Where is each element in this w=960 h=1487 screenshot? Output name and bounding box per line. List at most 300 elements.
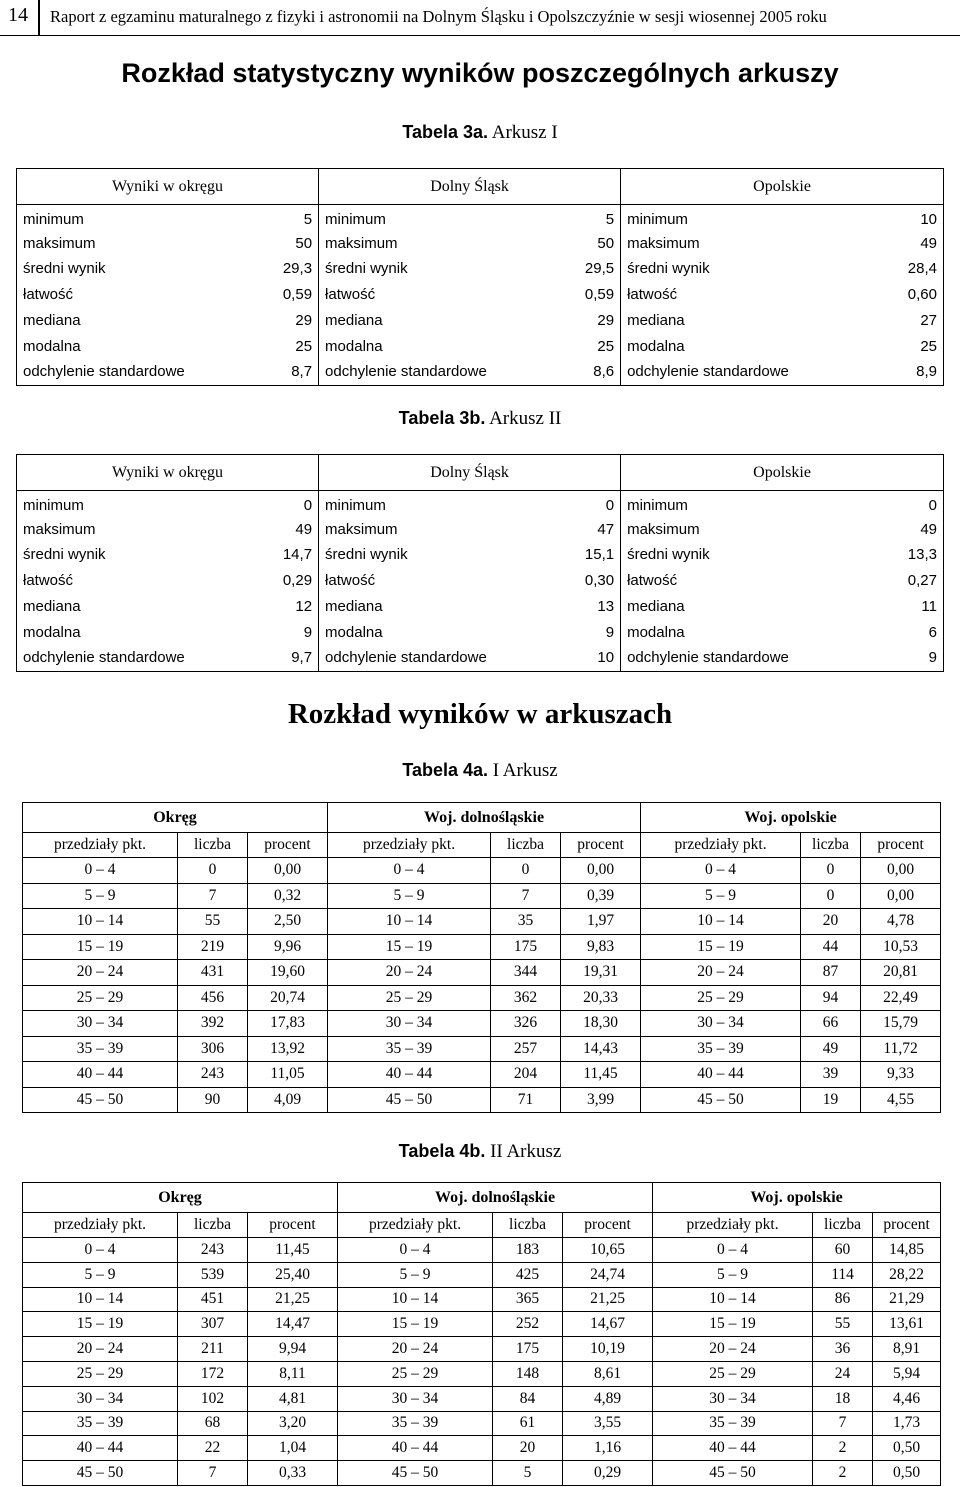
count-cell: 243 (178, 1062, 248, 1088)
group-header-region: Okręg (23, 803, 328, 833)
stat-value-cell: 49 (868, 516, 943, 542)
percent-cell: 3,99 (561, 1087, 641, 1113)
range-cell: 30 – 34 (328, 1011, 491, 1037)
range-cell: 15 – 19 (328, 934, 491, 960)
stat-label-cell: łatwość (319, 568, 548, 594)
table-3a-caption-text: Arkusz I (491, 122, 558, 143)
range-cell: 0 – 4 (641, 858, 801, 884)
stat-value-cell: 13 (548, 594, 621, 620)
column-header-lower-silesia: Dolny Śląsk (319, 169, 621, 205)
section-title-distribution-stats: Rozkład statystyczny wyników poszczególnych arkuszy (121, 58, 839, 88)
table-row (17, 333, 944, 359)
range-cell: 25 – 29 (641, 985, 801, 1011)
count-cell: 22 (178, 1436, 248, 1461)
percent-cell: 1,04 (248, 1436, 338, 1461)
table-header-row (17, 169, 944, 205)
percent-cell: 0,29 (563, 1461, 653, 1486)
percent-cell: 0,32 (248, 883, 328, 909)
percent-cell: 21,25 (563, 1287, 653, 1312)
stat-label-cell: średni wynik (17, 542, 246, 568)
section-title-results-distribution: Rozkład wyników w arkuszach (287, 698, 673, 730)
range-cell: 40 – 44 (641, 1062, 801, 1088)
percent-cell: 0,00 (861, 858, 941, 884)
table-row (17, 568, 944, 594)
table-4a-caption (0, 760, 960, 782)
percent-cell: 8,91 (873, 1337, 941, 1362)
column-header-opole: Opolskie (621, 455, 944, 491)
stat-label-cell: mediana (319, 308, 548, 334)
range-cell: 40 – 44 (653, 1436, 813, 1461)
count-cell: 114 (813, 1262, 873, 1287)
percent-cell: 25,40 (248, 1262, 338, 1287)
range-cell: 35 – 39 (23, 1411, 178, 1436)
table-4a-caption-label: Tabela 4a. (402, 760, 489, 780)
percent-cell: 0,00 (248, 858, 328, 884)
stat-value-cell: 11 (868, 594, 943, 620)
percent-cell: 5,94 (873, 1361, 941, 1386)
column-subheader: liczba (801, 833, 861, 858)
stat-value-cell: 5 (246, 205, 319, 231)
header-divider (38, 0, 40, 36)
stat-value-cell: 29,3 (246, 256, 319, 282)
range-cell: 15 – 19 (641, 934, 801, 960)
stat-label-cell: średni wynik (17, 256, 246, 282)
stat-value-cell: 47 (548, 516, 621, 542)
range-cell: 10 – 14 (653, 1287, 813, 1312)
count-cell: 172 (178, 1361, 248, 1386)
percent-cell: 17,83 (248, 1011, 328, 1037)
range-cell: 20 – 24 (641, 960, 801, 986)
stat-value-cell: 14,7 (246, 542, 319, 568)
group-header-opole: Woj. opolskie (653, 1183, 941, 1213)
stat-value-cell: 9 (868, 645, 943, 671)
stat-value-cell: 50 (246, 230, 319, 256)
percent-cell: 3,55 (563, 1411, 653, 1436)
count-cell: 5 (493, 1461, 563, 1486)
percent-cell: 9,94 (248, 1337, 338, 1362)
percent-cell: 14,85 (873, 1238, 941, 1263)
percent-cell: 0,50 (873, 1436, 941, 1461)
range-cell: 0 – 4 (23, 1238, 178, 1263)
range-cell: 20 – 24 (328, 960, 491, 986)
stat-label-cell: łatwość (17, 568, 246, 594)
range-cell: 25 – 29 (23, 1361, 178, 1386)
stat-label-cell: minimum (17, 491, 246, 517)
count-cell: 344 (491, 960, 561, 986)
column-subheader: liczba (178, 833, 248, 858)
table-row (17, 619, 944, 645)
stat-value-cell: 8,6 (548, 359, 621, 385)
count-cell: 0 (801, 883, 861, 909)
column-header-region: Wyniki w okręgu (17, 169, 319, 205)
stat-label-cell: mediana (17, 308, 246, 334)
column-subheader: procent (563, 1213, 653, 1238)
stat-label-cell: odchylenie standardowe (17, 359, 246, 385)
percent-cell: 3,20 (248, 1411, 338, 1436)
stat-label-cell: odchylenie standardowe (319, 645, 548, 671)
table-subheader-row (23, 833, 941, 858)
range-cell: 0 – 4 (338, 1238, 493, 1263)
stat-value-cell: 50 (548, 230, 621, 256)
range-cell: 30 – 34 (338, 1386, 493, 1411)
stat-label-cell: modalna (17, 619, 246, 645)
table-row (23, 858, 941, 884)
stat-label-cell: modalna (17, 333, 246, 359)
range-cell: 15 – 19 (23, 934, 178, 960)
stat-value-cell: 0,29 (246, 568, 319, 594)
percent-cell: 11,45 (561, 1062, 641, 1088)
count-cell: 7 (491, 883, 561, 909)
count-cell: 211 (178, 1337, 248, 1362)
stat-value-cell: 0 (548, 491, 621, 517)
count-cell: 90 (178, 1087, 248, 1113)
stat-value-cell: 0 (246, 491, 319, 517)
table-4b-caption (0, 1141, 960, 1163)
stat-value-cell: 25 (868, 333, 943, 359)
range-cell: 15 – 19 (23, 1312, 178, 1337)
table-4b (22, 1182, 941, 1486)
count-cell: 20 (801, 909, 861, 935)
percent-cell: 1,16 (563, 1436, 653, 1461)
range-cell: 10 – 14 (23, 1287, 178, 1312)
page-number: 14 (8, 4, 28, 26)
stat-label-cell: łatwość (621, 568, 869, 594)
range-cell: 25 – 29 (328, 985, 491, 1011)
range-cell: 45 – 50 (23, 1461, 178, 1486)
count-cell: 451 (178, 1287, 248, 1312)
range-cell: 45 – 50 (641, 1087, 801, 1113)
percent-cell: 4,09 (248, 1087, 328, 1113)
count-cell: 425 (493, 1262, 563, 1287)
stat-value-cell: 25 (548, 333, 621, 359)
range-cell: 20 – 24 (653, 1337, 813, 1362)
percent-cell: 14,67 (563, 1312, 653, 1337)
table-row (23, 960, 941, 986)
table-row (17, 491, 944, 517)
percent-cell: 4,81 (248, 1386, 338, 1411)
stat-label-cell: modalna (621, 619, 869, 645)
table-4b-caption-label: Tabela 4b. (398, 1141, 486, 1161)
stat-label-cell: średni wynik (319, 542, 548, 568)
table-row (23, 1062, 941, 1088)
count-cell: 7 (178, 1461, 248, 1486)
stat-label-cell: maksimum (319, 230, 548, 256)
table-3b-caption (0, 408, 960, 430)
count-cell: 175 (493, 1337, 563, 1362)
range-cell: 5 – 9 (23, 883, 178, 909)
column-subheader: procent (561, 833, 641, 858)
table-row (17, 308, 944, 334)
count-cell: 307 (178, 1312, 248, 1337)
table-row (23, 1461, 941, 1486)
count-cell: 257 (491, 1036, 561, 1062)
range-cell: 35 – 39 (641, 1036, 801, 1062)
percent-cell: 21,25 (248, 1287, 338, 1312)
range-cell: 45 – 50 (23, 1087, 178, 1113)
stat-label-cell: minimum (621, 205, 869, 231)
percent-cell: 10,53 (861, 934, 941, 960)
group-header-region: Okręg (23, 1183, 338, 1213)
stat-label-cell: łatwość (621, 282, 869, 308)
count-cell: 2 (813, 1436, 873, 1461)
range-cell: 45 – 50 (653, 1461, 813, 1486)
group-header-lower-silesia: Woj. dolnośląskie (338, 1183, 653, 1213)
table-row (23, 934, 941, 960)
table-row (23, 1361, 941, 1386)
percent-cell: 19,31 (561, 960, 641, 986)
stat-label-cell: minimum (621, 491, 869, 517)
column-subheader: procent (248, 833, 328, 858)
stat-value-cell: 8,7 (246, 359, 319, 385)
range-cell: 35 – 39 (338, 1411, 493, 1436)
percent-cell: 19,60 (248, 960, 328, 986)
table-3b-caption-text: Arkusz II (489, 408, 562, 429)
range-cell: 15 – 19 (338, 1312, 493, 1337)
range-cell: 0 – 4 (328, 858, 491, 884)
percent-cell: 9,83 (561, 934, 641, 960)
range-cell: 15 – 19 (653, 1312, 813, 1337)
table-group-header-row (23, 1183, 941, 1213)
percent-cell: 9,96 (248, 934, 328, 960)
range-cell: 10 – 14 (23, 909, 178, 935)
count-cell: 39 (801, 1062, 861, 1088)
table-3b-caption-label: Tabela 3b. (398, 408, 486, 428)
stat-label-cell: mediana (621, 594, 869, 620)
count-cell: 36 (813, 1337, 873, 1362)
count-cell: 306 (178, 1036, 248, 1062)
column-subheader: liczba (491, 833, 561, 858)
stat-value-cell: 9 (548, 619, 621, 645)
column-subheader: przedziały pkt. (641, 833, 801, 858)
column-subheader: przedziały pkt. (23, 833, 178, 858)
percent-cell: 11,05 (248, 1062, 328, 1088)
stat-value-cell: 0,59 (246, 282, 319, 308)
count-cell: 431 (178, 960, 248, 986)
stat-label-cell: średni wynik (621, 542, 869, 568)
count-cell: 87 (801, 960, 861, 986)
range-cell: 40 – 44 (23, 1062, 178, 1088)
table-row (23, 1287, 941, 1312)
range-cell: 35 – 39 (653, 1411, 813, 1436)
percent-cell: 24,74 (563, 1262, 653, 1287)
stat-label-cell: odchylenie standardowe (621, 645, 869, 671)
stat-value-cell: 13,3 (868, 542, 943, 568)
table-row (23, 909, 941, 935)
stat-label-cell: mediana (319, 594, 548, 620)
stat-value-cell: 10 (868, 205, 943, 231)
percent-cell: 11,72 (861, 1036, 941, 1062)
percent-cell: 0,00 (561, 858, 641, 884)
count-cell: 539 (178, 1262, 248, 1287)
table-row (23, 883, 941, 909)
range-cell: 25 – 29 (23, 985, 178, 1011)
table-row (23, 1036, 941, 1062)
stat-label-cell: minimum (319, 491, 548, 517)
count-cell: 175 (491, 934, 561, 960)
range-cell: 0 – 4 (653, 1238, 813, 1263)
stat-value-cell: 6 (868, 619, 943, 645)
page-header (0, 0, 960, 36)
percent-cell: 20,81 (861, 960, 941, 986)
stat-value-cell: 0,27 (868, 568, 943, 594)
stat-value-cell: 0,30 (548, 568, 621, 594)
table-header-row (17, 455, 944, 491)
column-subheader: liczba (493, 1213, 563, 1238)
column-header-lower-silesia: Dolny Śląsk (319, 455, 621, 491)
range-cell: 10 – 14 (328, 909, 491, 935)
column-subheader: przedziały pkt. (338, 1213, 493, 1238)
count-cell: 71 (491, 1087, 561, 1113)
count-cell: 55 (178, 909, 248, 935)
percent-cell: 1,73 (873, 1411, 941, 1436)
count-cell: 66 (801, 1011, 861, 1037)
stat-value-cell: 28,4 (868, 256, 943, 282)
percent-cell: 20,74 (248, 985, 328, 1011)
range-cell: 5 – 9 (23, 1262, 178, 1287)
percent-cell: 13,92 (248, 1036, 328, 1062)
percent-cell: 0,00 (861, 883, 941, 909)
range-cell: 45 – 50 (338, 1461, 493, 1486)
stat-label-cell: odchylenie standardowe (319, 359, 548, 385)
table-3a-caption (0, 122, 960, 144)
stat-value-cell: 9,7 (246, 645, 319, 671)
percent-cell: 10,19 (563, 1337, 653, 1362)
count-cell: 365 (493, 1287, 563, 1312)
percent-cell: 8,61 (563, 1361, 653, 1386)
percent-cell: 15,79 (861, 1011, 941, 1037)
column-subheader: liczba (813, 1213, 873, 1238)
column-header-opole: Opolskie (621, 169, 944, 205)
table-row (23, 1386, 941, 1411)
table-group-header-row (23, 803, 941, 833)
percent-cell: 10,65 (563, 1238, 653, 1263)
range-cell: 20 – 24 (23, 960, 178, 986)
table-row (23, 1238, 941, 1263)
table-row (23, 1436, 941, 1461)
count-cell: 362 (491, 985, 561, 1011)
range-cell: 20 – 24 (338, 1337, 493, 1362)
count-cell: 243 (178, 1238, 248, 1263)
percent-cell: 28,22 (873, 1262, 941, 1287)
table-3a-caption-label: Tabela 3a. (402, 122, 489, 142)
table-row (23, 1411, 941, 1436)
stat-value-cell: 27 (868, 308, 943, 334)
stat-value-cell: 29 (548, 308, 621, 334)
column-subheader: procent (873, 1213, 941, 1238)
count-cell: 61 (493, 1411, 563, 1436)
percent-cell: 2,50 (248, 909, 328, 935)
count-cell: 0 (801, 858, 861, 884)
percent-cell: 4,89 (563, 1386, 653, 1411)
range-cell: 25 – 29 (338, 1361, 493, 1386)
range-cell: 30 – 34 (641, 1011, 801, 1037)
count-cell: 86 (813, 1287, 873, 1312)
group-header-opole: Woj. opolskie (641, 803, 941, 833)
percent-cell: 4,55 (861, 1087, 941, 1113)
table-row (23, 1262, 941, 1287)
table-4a-caption-text: I Arkusz (492, 760, 558, 781)
table-3a (16, 168, 944, 386)
range-cell: 5 – 9 (641, 883, 801, 909)
count-cell: 392 (178, 1011, 248, 1037)
range-cell: 5 – 9 (328, 883, 491, 909)
count-cell: 55 (813, 1312, 873, 1337)
stat-label-cell: maksimum (319, 516, 548, 542)
count-cell: 0 (178, 858, 248, 884)
count-cell: 35 (491, 909, 561, 935)
range-cell: 0 – 4 (23, 858, 178, 884)
stat-label-cell: maksimum (621, 230, 869, 256)
percent-cell: 8,11 (248, 1361, 338, 1386)
table-row (17, 230, 944, 256)
stat-value-cell: 25 (246, 333, 319, 359)
stat-label-cell: modalna (319, 333, 548, 359)
table-row (23, 1337, 941, 1362)
count-cell: 102 (178, 1386, 248, 1411)
percent-cell: 4,46 (873, 1386, 941, 1411)
stat-label-cell: odchylenie standardowe (621, 359, 869, 385)
stat-value-cell: 0,60 (868, 282, 943, 308)
count-cell: 326 (491, 1011, 561, 1037)
running-title: Raport z egzaminu maturalnego z fizyki i astronomii na Dolnym Śląsku i Opolszczyźnie w sesji wiosennej 2005 roku (50, 7, 827, 26)
count-cell: 20 (493, 1436, 563, 1461)
range-cell: 30 – 34 (653, 1386, 813, 1411)
count-cell: 68 (178, 1411, 248, 1436)
count-cell: 183 (493, 1238, 563, 1263)
range-cell: 40 – 44 (328, 1062, 491, 1088)
stat-value-cell: 8,9 (868, 359, 943, 385)
range-cell: 40 – 44 (23, 1436, 178, 1461)
count-cell: 24 (813, 1361, 873, 1386)
table-row (17, 645, 944, 671)
count-cell: 7 (813, 1411, 873, 1436)
stat-label-cell: łatwość (17, 282, 246, 308)
stat-label-cell: minimum (319, 205, 548, 231)
percent-cell: 0,33 (248, 1461, 338, 1486)
count-cell: 148 (493, 1361, 563, 1386)
stat-label-cell: maksimum (17, 516, 246, 542)
column-subheader: procent (248, 1213, 338, 1238)
table-row (23, 985, 941, 1011)
column-subheader: przedziały pkt. (653, 1213, 813, 1238)
table-3b (16, 454, 944, 672)
range-cell: 30 – 34 (23, 1386, 178, 1411)
stat-label-cell: średni wynik (319, 256, 548, 282)
table-row (17, 594, 944, 620)
stat-value-cell: 5 (548, 205, 621, 231)
stat-label-cell: mediana (17, 594, 246, 620)
count-cell: 0 (491, 858, 561, 884)
percent-cell: 1,97 (561, 909, 641, 935)
count-cell: 18 (813, 1386, 873, 1411)
stat-label-cell: modalna (319, 619, 548, 645)
column-subheader: przedziały pkt. (328, 833, 491, 858)
range-cell: 20 – 24 (23, 1337, 178, 1362)
count-cell: 19 (801, 1087, 861, 1113)
range-cell: 5 – 9 (338, 1262, 493, 1287)
stat-value-cell: 10 (548, 645, 621, 671)
percent-cell: 20,33 (561, 985, 641, 1011)
percent-cell: 4,78 (861, 909, 941, 935)
stat-value-cell: 29,5 (548, 256, 621, 282)
range-cell: 10 – 14 (338, 1287, 493, 1312)
count-cell: 252 (493, 1312, 563, 1337)
stat-value-cell: 0,59 (548, 282, 621, 308)
stat-label-cell: modalna (621, 333, 869, 359)
stat-label-cell: maksimum (17, 230, 246, 256)
column-subheader: liczba (178, 1213, 248, 1238)
stat-value-cell: 0 (868, 491, 943, 517)
